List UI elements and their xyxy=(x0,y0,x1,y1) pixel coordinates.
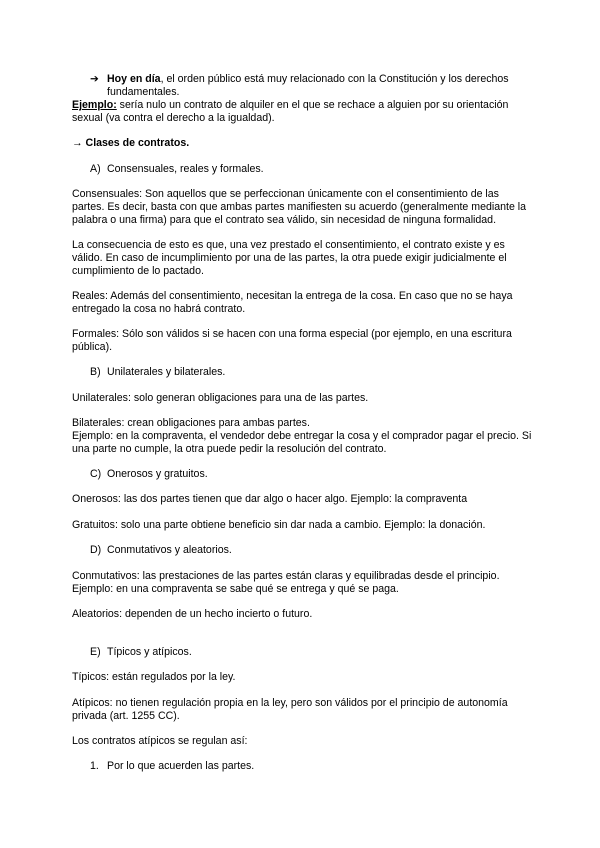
arrow-bullet-icon: ➔ xyxy=(90,73,99,85)
paragraph-onerosos: Onerosos: las dos partes tienen que dar algo o hacer algo. Ejemplo: la compraventa xyxy=(72,493,468,505)
example-text: sería nulo un contrato de alquiler en el que se rechace a alguien por su orientación sexual (va contra el derecho a la igualdad). xyxy=(72,99,509,124)
heading-a xyxy=(90,163,550,176)
heading-c xyxy=(90,468,550,481)
heading-b xyxy=(90,366,550,379)
heading-label: A) xyxy=(90,163,101,175)
heading-text: Unilaterales y bilaterales. xyxy=(107,366,226,378)
paragraph-unilaterales: Unilaterales: solo generan obligaciones para una de las partes. xyxy=(72,392,369,404)
paragraph-conmutativos: Conmutativos: las prestaciones de las partes están claras y equilibradas desde el principio. Ejemplo: en una compraventa se sabe qué se entrega y qué se paga. xyxy=(72,570,500,595)
paragraph-consensuales: Consensuales: Son aquellos que se perfeccionan únicamente con el consentimiento de las partes. Es decir, basta con que ambas partes manifiesten su acuerdo (generalmente mediante la palabra o una firma) para que el contrato sea válido, sin necesidad de ninguna formalidad. xyxy=(72,188,527,226)
paragraph-bilaterales: Bilaterales: crean obligaciones para ambas partes. xyxy=(72,417,310,429)
paragraph-ejemplo-compraventa: Ejemplo: en la compraventa, el vendedor debe entregar la cosa y el comprador pagar el precio. Si una parte no cumple, la otra puede pedir la resolución del contrato. xyxy=(72,430,532,455)
list-item xyxy=(90,760,550,773)
heading-d xyxy=(90,544,550,557)
heading-text: Típicos y atípicos. xyxy=(107,646,192,658)
heading-e xyxy=(90,646,550,659)
example-label: Ejemplo: xyxy=(72,99,117,111)
paragraph-reales: Reales: Además del consentimiento, necesitan la entrega de la cosa. En caso que no se haya entregado la cosa no habrá contrato. xyxy=(72,290,513,315)
paragraph-tipicos: Típicos: están regulados por la ley. xyxy=(72,671,236,683)
heading-text: Conmutativos y aleatorios. xyxy=(107,544,232,556)
example-paragraph xyxy=(72,99,532,125)
paragraph-regulacion: Los contratos atípicos se regulan así: xyxy=(72,735,248,747)
heading-label: B) xyxy=(90,366,101,378)
paragraph-gratuitos: Gratuitos: solo una parte obtiene beneficio sin dar nada a cambio. Ejemplo: la donación. xyxy=(72,519,486,531)
heading-label: E) xyxy=(90,646,101,658)
bullet-bold-text: Hoy en día xyxy=(107,73,161,85)
paragraph-aleatorios: Aleatorios: dependen de un hecho incierto o futuro. xyxy=(72,608,313,620)
heading-text: Onerosos y gratuitos. xyxy=(107,468,208,480)
paragraph-consecuencia: La consecuencia de esto es que, una vez prestado el consentimiento, el contrato existe y es válido. En caso de incumplimiento por una de las partes, la otra puede exigir judicialmente el cumplimiento de lo pactado. xyxy=(72,239,507,277)
list-number: 1. xyxy=(90,760,99,772)
paragraph-atipicos: Atípicos: no tienen regulación propia en la ley, pero son válidos por el principio de autonomía privada (art. 1255 CC). xyxy=(72,697,508,722)
heading-label: D) xyxy=(90,544,102,556)
list-text: Por lo que acuerden las partes. xyxy=(107,760,255,772)
section-title: → Clases de contratos. xyxy=(72,137,190,149)
bullet-text: , el orden público está muy relacionado con la Constitución y los derechos fundamentales. xyxy=(107,73,509,98)
heading-text: Consensuales, reales y formales. xyxy=(107,163,264,175)
heading-label: C) xyxy=(90,468,102,480)
paragraph-formales: Formales: Sólo son válidos si se hacen con una forma especial (por ejemplo, en una escritura pública). xyxy=(72,328,512,353)
